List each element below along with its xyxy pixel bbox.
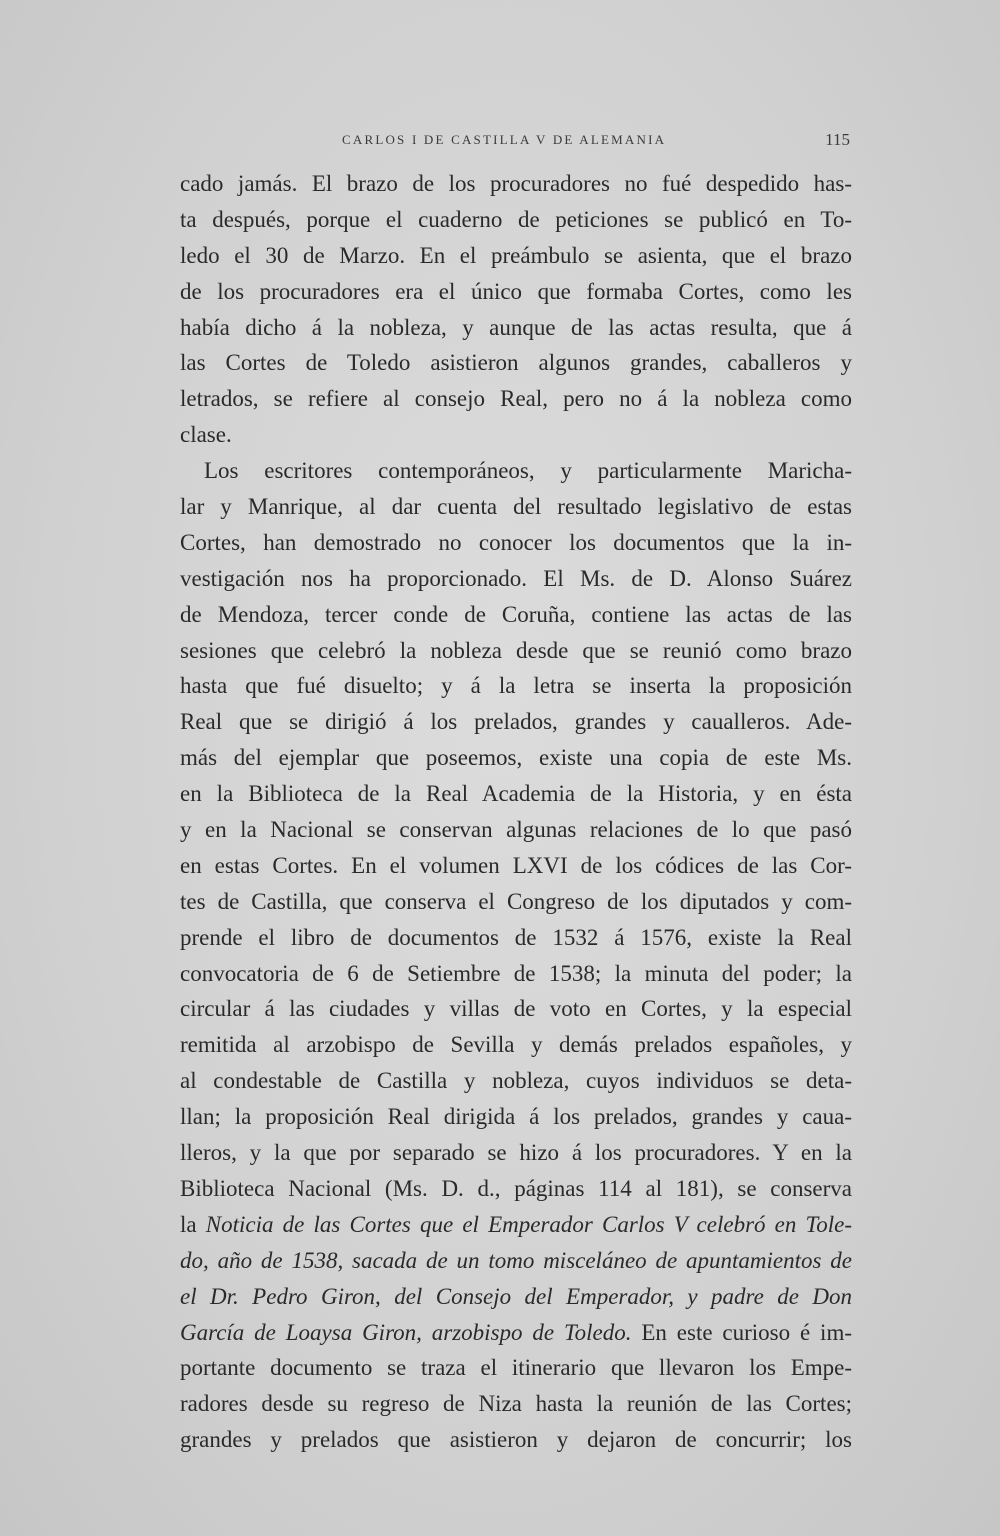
page-number: 115 — [825, 130, 850, 149]
text-line: hasta que fué disuelto; y á la letra se inserta la proposición — [180, 673, 852, 699]
text-line: radores desde su regreso de Niza hasta la reunión de las Cortes; — [180, 1391, 852, 1417]
text-line: Biblioteca Nacional (Ms. D. d., páginas 114 al 181), se conserva — [180, 1175, 852, 1201]
text-line: de los procuradores era el único que formaba Cortes, como les — [180, 278, 852, 304]
text-line: grandes y prelados que asistieron y dejaron de concurrir; los — [180, 1427, 852, 1453]
text-line: cado jamás. El brazo de los procuradores no fué despedido has- — [180, 171, 852, 196]
text-line: portante documento se traza el itinerario que llevaron los Empe- — [180, 1355, 852, 1381]
text-line: sesiones que celebró la nobleza desde que se reunió como brazo — [180, 637, 852, 663]
text-line: clase. — [180, 422, 232, 448]
text-line: tes de Castilla, que conserva el Congreso de los diputados y com- — [180, 888, 852, 914]
text-line: las Cortes de Toledo asistieron algunos grandes, caballeros y — [180, 350, 852, 376]
text-line: había dicho á la nobleza, y aunque de las actas resulta, que á — [180, 314, 852, 340]
text-line: Real que se dirigió á los prelados, grandes y caualleros. Ade- — [180, 709, 852, 735]
text-line: García de Loaysa Giron, arzobispo de Toledo. En este curioso é im- — [180, 1319, 852, 1345]
text-line: de Mendoza, tercer conde de Coruña, contiene las actas de las — [180, 601, 852, 627]
text-line: letrados, se refiere al consejo Real, pero no á la nobleza como — [180, 386, 852, 412]
text-line: remitida al arzobispo de Sevilla y demás prelados españoles, y — [180, 1032, 852, 1058]
body-text — [180, 166, 852, 1458]
text-line: la Noticia de las Cortes que el Emperador Carlos V celebró en Tole- — [180, 1211, 852, 1237]
text-line: en estas Cortes. En el volumen LXVI de los códices de las Cor- — [180, 852, 852, 878]
text-line: prende el libro de documentos de 1532 á 1576, existe la Real — [180, 924, 852, 950]
text-line: Los escritores contemporáneos, y particularmente Maricha- — [204, 458, 852, 484]
text-line: más del ejemplar que poseemos, existe una copia de este Ms. — [180, 745, 852, 771]
text-line: do, año de 1538, sacada de un tomo misceláneo de apuntamientos de — [180, 1247, 852, 1273]
text-line: vestigación nos ha proporcionado. El Ms. de D. Alonso Suárez — [180, 565, 852, 591]
text-line: al condestable de Castilla y nobleza, cuyos individuos se deta- — [180, 1068, 852, 1094]
text-line: ledo el 30 de Marzo. En el preámbulo se asienta, que el brazo — [180, 242, 852, 268]
text-line: en la Biblioteca de la Real Academia de la Historia, y en ésta — [180, 781, 852, 807]
text-line: y en la Nacional se conservan algunas relaciones de lo que pasó — [180, 817, 852, 843]
text-line: lleros, y la que por separado se hizo á los procuradores. Y en la — [180, 1140, 852, 1166]
text-line: llan; la proposición Real dirigida á los prelados, grandes y caua- — [180, 1104, 852, 1130]
text-line: lar y Manrique, al dar cuenta del resultado legislativo de estas — [180, 494, 852, 520]
text-line: circular á las ciudades y villas de voto en Cortes, y la especial — [180, 996, 852, 1022]
text-line: convocatoria de 6 de Setiembre de 1538; la minuta del poder; la — [180, 960, 852, 986]
running-head — [180, 132, 852, 156]
text-line: ta después, porque el cuaderno de peticiones se publicó en To- — [180, 206, 852, 232]
running-title: CARLOS I DE CASTILLA V DE ALEMANIA — [342, 132, 667, 147]
text-line: el Dr. Pedro Giron, del Consejo del Emperador, y padre de Don — [180, 1283, 852, 1309]
text-line: Cortes, han demostrado no conocer los documentos que la in- — [180, 529, 852, 555]
